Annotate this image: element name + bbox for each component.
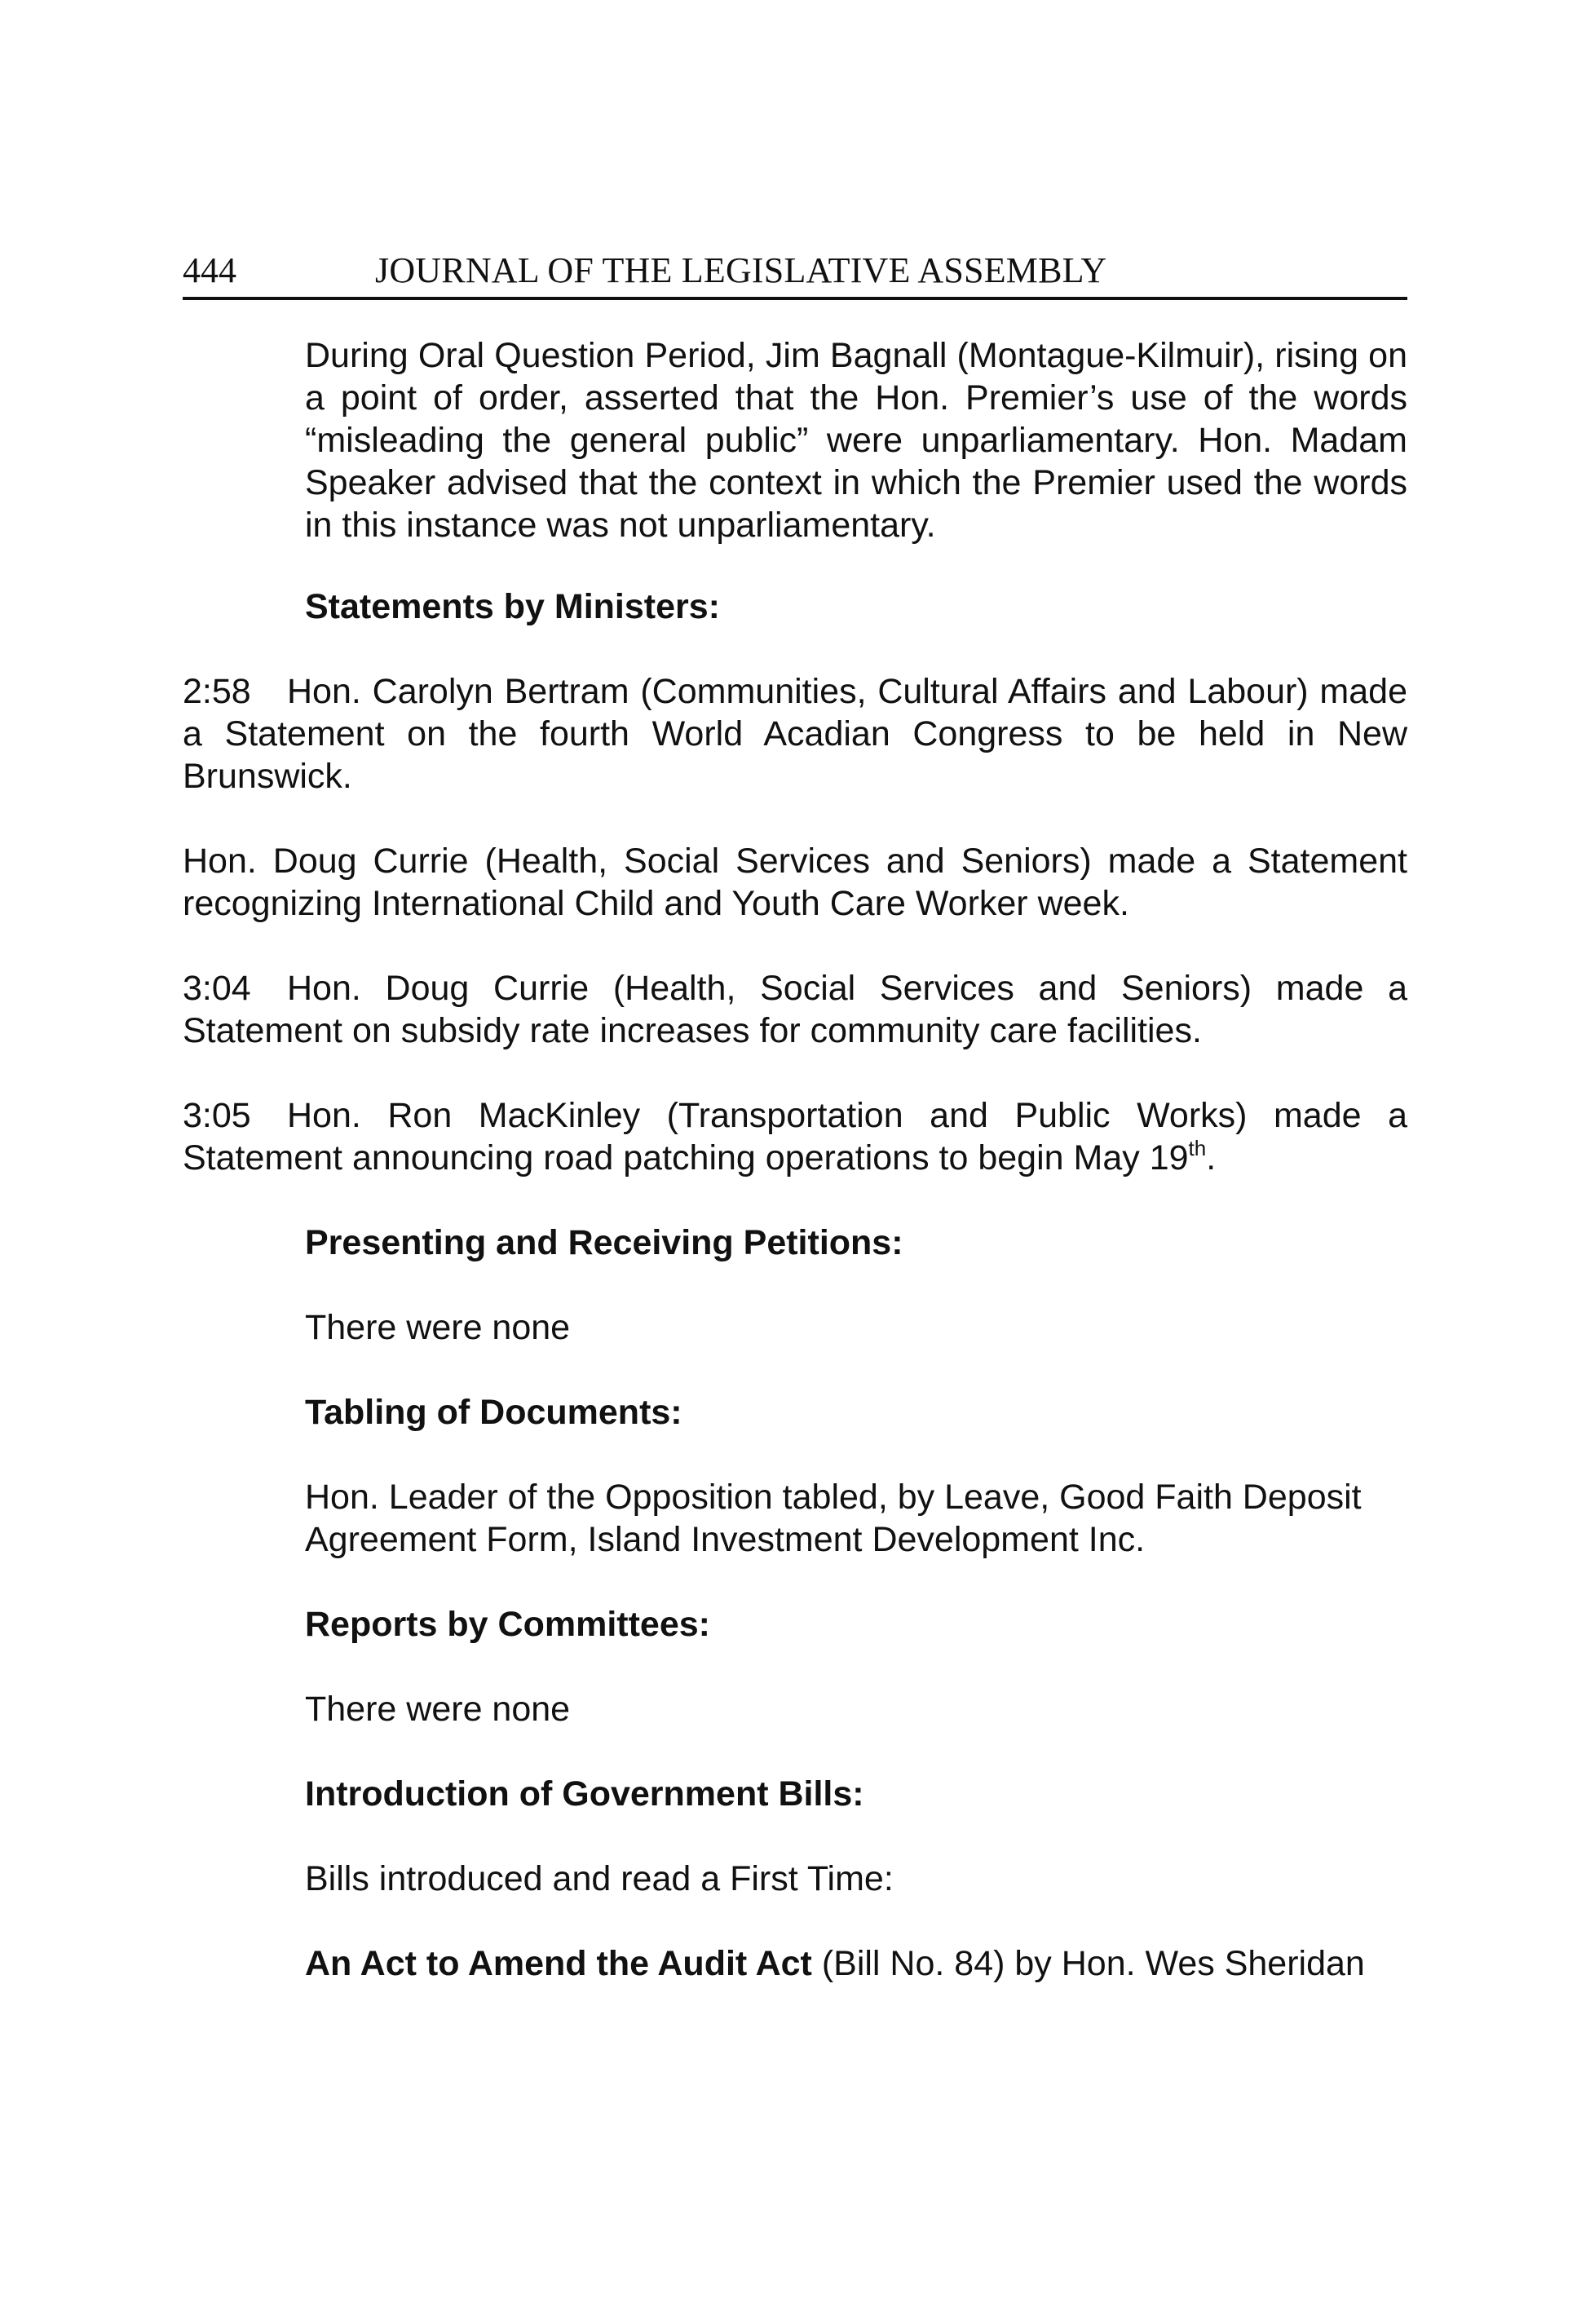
bill-title: An Act to Amend the Audit Act xyxy=(305,1944,812,1983)
bill-entry xyxy=(305,1942,1407,1985)
statement-item xyxy=(183,1094,1407,1179)
statement-text: Hon. Ron MacKinley (Transportation and Public Works) made a Statement announcing road patching operations to begin May 19 xyxy=(183,1096,1407,1177)
journal-title: JOURNAL OF THE LEGISLATIVE ASSEMBLY xyxy=(375,250,1107,290)
tabling-text: Hon. Leader of the Opposition tabled, by Leave, Good Faith Deposit Agreement Form, Island Investment Development Inc. xyxy=(305,1478,1362,1559)
statement-suffix: . xyxy=(1206,1138,1217,1177)
ordinal-superscript: th xyxy=(1188,1135,1207,1160)
statement-item xyxy=(183,967,1407,1052)
section-heading-committees: Reports by Committees: xyxy=(305,1605,710,1644)
section-heading-petitions: Presenting and Receiving Petitions: xyxy=(305,1223,903,1262)
statement-text: Hon. Carolyn Bertram (Communities, Cultural Affairs and Labour) made a Statement on the fourth World Acadian Congress to be held in New Brunswick. xyxy=(183,672,1407,796)
statement-time: 3:05 xyxy=(183,1096,251,1135)
committees-text: There were none xyxy=(305,1690,571,1729)
statement-item xyxy=(183,670,1407,797)
statement-text: Hon. Doug Currie (Health, Social Services and Seniors) made a Statement recognizing International Child and Youth Care Worker week. xyxy=(183,842,1407,923)
statement-item xyxy=(183,840,1407,925)
bill-details: (Bill No. 84) by Hon. Wes Sheridan xyxy=(811,1944,1365,1983)
intro-paragraph: During Oral Question Period, Jim Bagnall (Montague-Kilmuir), rising on a point of order, asserted that the Hon. Premier’s use of the words “misleading the general public” were unparliamentary. Hon. Madam Speaker advised that the context in which the Premier used the words in this instance was not unparliamentary. xyxy=(305,336,1407,545)
statement-text: Hon. Doug Currie (Health, Social Services and Seniors) made a Statement on subsidy rate increases for community care facilities. xyxy=(183,969,1407,1050)
bills-intro-text: Bills introduced and read a First Time: xyxy=(305,1859,894,1898)
section-heading-statements: Statements by Ministers: xyxy=(305,587,720,626)
statement-time: 3:04 xyxy=(183,969,251,1008)
page-number: 444 xyxy=(183,250,236,290)
section-heading-tabling: Tabling of Documents: xyxy=(305,1393,682,1432)
petitions-text: There were none xyxy=(305,1308,571,1347)
statement-time: 2:58 xyxy=(183,672,251,711)
section-heading-government-bills: Introduction of Government Bills: xyxy=(305,1774,864,1814)
page-header xyxy=(183,245,1407,300)
